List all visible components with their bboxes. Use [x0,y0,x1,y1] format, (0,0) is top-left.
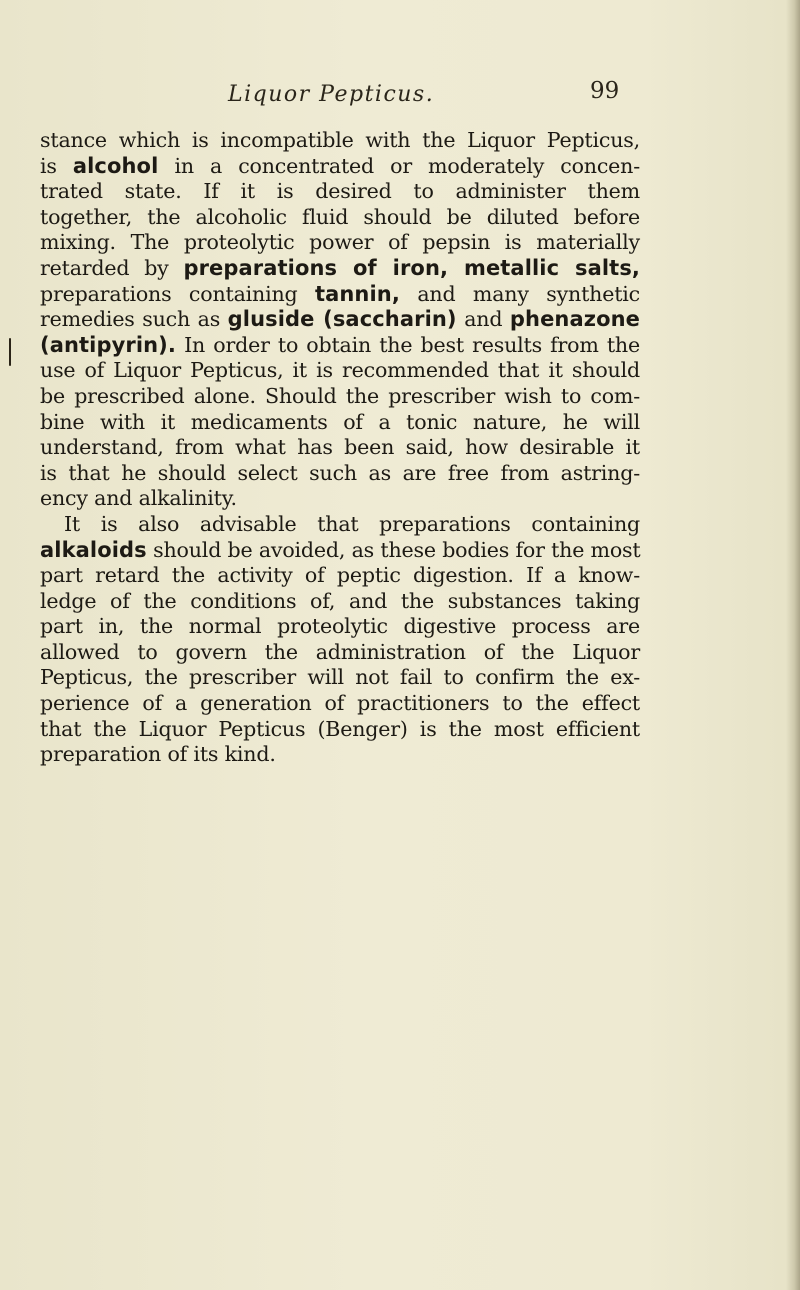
text-run: ency and alkalinity. [40,486,237,511]
text-line [40,179,640,205]
text-run: Pepticus, the prescriber will not fail to confirm the ex- [40,665,640,690]
text-line [40,461,640,487]
text-line [40,282,640,308]
text-line [40,717,640,743]
text-line [40,384,640,410]
text-line [40,154,640,180]
text-run: bine with it medicaments of a tonic nature, he will [40,409,640,434]
text-run: should be avoided, as these bodies for the most [146,537,641,562]
text-run: is [40,153,73,178]
text-line [40,512,640,538]
text-run: In order to obtain the best results from the [175,332,640,357]
page-number: 99 [590,78,620,104]
text-line [40,410,640,436]
text-run: preparations containing [40,281,315,306]
text-line [40,640,640,666]
bold-term: tannin, [314,281,400,306]
text-line [40,665,640,691]
text-run: mixing. The proteolytic power of pepsin is materially [40,230,640,255]
text-run: part retard the activity of peptic digestion. If a know- [40,563,640,588]
text-run: stance which is incompatible with the Liquor Pepticus, [40,128,640,152]
running-title: Liquor Pepticus. [228,82,435,107]
text-line [40,128,640,154]
text-line [40,589,640,615]
text-line [40,742,640,768]
text-run: understand, from what has been said, how desirable it [40,435,640,460]
page-edge-shadow [786,0,800,1290]
text-line [40,256,640,282]
bold-term: preparations of iron, metallic salts, [183,255,641,280]
text-run: part in, the normal proteolytic digestive process are [40,614,640,639]
text-run: perience of a generation of practitioners to the effect [40,691,640,716]
body-text [40,128,640,768]
text-run: together, the alcoholic fluid should be diluted before [40,204,640,229]
text-line [40,614,640,640]
text-run: use of Liquor Pepticus, it is recommended that it should [40,358,640,383]
text-run: preparation of its kind. [40,742,276,767]
paragraph [40,512,640,768]
text-run: that the Liquor Pepticus (Benger) is the most efficient [40,716,640,741]
text-line [40,358,640,384]
text-line [40,205,640,231]
text-run: and many synthetic [399,281,640,306]
text-run: retarded by [40,255,184,280]
text-line [40,230,640,256]
bold-term: alkaloids [40,537,147,562]
text-run: is that he should select such as are free from astring- [40,460,640,485]
margin-mark [9,338,11,366]
text-line [40,538,640,564]
text-run: allowed to govern the administration of the Liquor [40,639,640,664]
text-run: trated state. If it is desired to administer them [40,179,640,204]
paragraph [40,128,640,512]
text-run: in a concentrated or moderately concen- [158,153,640,178]
bold-term: phenazone [509,307,640,332]
bold-term: alcohol [72,153,159,178]
text-line [40,435,640,461]
bold-term: gluside (saccharin) [227,307,457,332]
text-run: ledge of the conditions of, and the substances taking [40,588,640,613]
text-line [40,563,640,589]
text-line [40,307,640,333]
text-run: remedies such as [40,307,228,332]
text-line [40,486,640,512]
text-line [40,691,640,717]
text-line [40,333,640,359]
bold-term: (antipyrin). [40,332,176,357]
text-run: It is also advisable that preparations containing [64,511,640,536]
text-run: be prescribed alone. Should the prescriber wish to com- [40,383,640,408]
text-run: and [456,307,510,332]
